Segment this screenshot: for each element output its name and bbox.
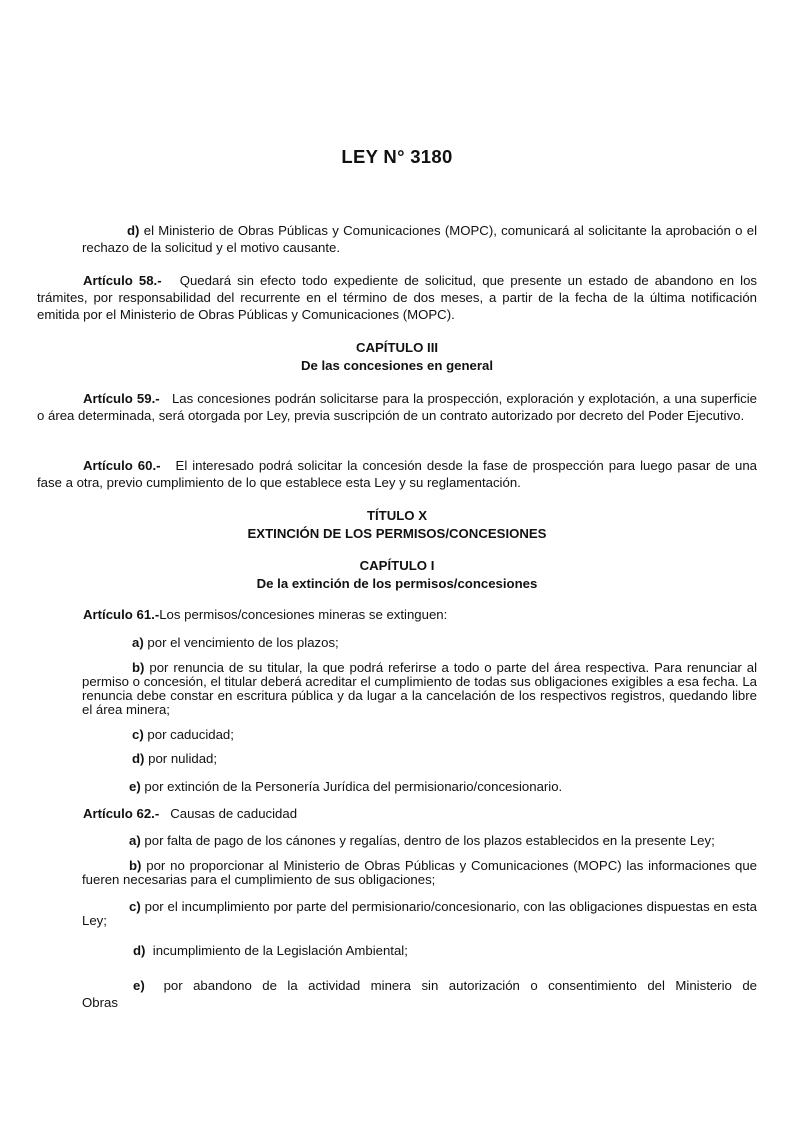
item-label: a) <box>132 635 144 650</box>
article-text: Quedará sin efecto todo expediente de solicitud, que presente un estado de abandono en los trámites, por responsabilidad del recurrente en el término de dos meses, a partir de la fecha de la última notificación emitida por el Ministerio de Obras Públicas y Comunicaciones (MOPC). <box>37 273 757 322</box>
list-item <box>133 942 757 959</box>
item-text: por abandono de la actividad minera sin autorización o consentimiento del Ministerio de Obras <box>82 978 757 1010</box>
list-item <box>132 726 757 743</box>
article-text: El interesado podrá solicitar la concesión desde la fase de prospección para luego pasar de una fase a otra, previo cumplimiento de lo que establece esta Ley y su reglamentación. <box>37 458 757 490</box>
list-item <box>129 832 757 849</box>
article-label: Artículo 62.- <box>83 806 160 821</box>
list-item <box>132 750 757 767</box>
article-label: Artículo 59.- <box>83 391 160 406</box>
article-62 <box>83 805 757 822</box>
list-item <box>82 900 757 928</box>
item-label: c) <box>129 899 141 914</box>
article-text: Los permisos/concesiones mineras se extinguen: <box>159 607 448 622</box>
chapter-heading <box>0 339 794 375</box>
chapter-number: CAPÍTULO I <box>359 558 435 573</box>
item-text: por falta de pago de los cánones y regalías, dentro de los plazos establecidos en la presente Ley; <box>140 833 715 848</box>
item-text: por el vencimiento de los plazos; <box>143 635 339 650</box>
article-61 <box>83 606 757 623</box>
item-text: por caducidad; <box>143 727 234 742</box>
item-label: b) <box>132 660 145 675</box>
article-text: Causas de caducidad <box>170 806 298 821</box>
item-label: b) <box>129 858 142 873</box>
chapter-heading <box>0 557 794 593</box>
paragraph-d-mopc <box>82 222 757 256</box>
list-item <box>129 778 757 795</box>
article-text: Las concesiones podrán solicitarse para la prospección, exploración y explotación, a una superficie o área determinada, será otorgada por Ley, previa suscripción de un contrato autorizado por decreto del Poder Ejecutivo. <box>37 391 758 423</box>
title-number: TÍTULO X <box>366 508 428 523</box>
title-heading <box>0 507 794 543</box>
item-text: incumplimiento de la Legislación Ambiental; <box>152 943 408 958</box>
item-label: d) <box>133 943 146 958</box>
list-item <box>82 977 757 1011</box>
item-text: por no proporcionar al Ministerio de Obras Públicas y Comunicaciones (MOPC) las informaciones que fueren necesarias para el cumplimiento de sus obligaciones; <box>82 858 757 887</box>
article-60 <box>37 457 757 491</box>
item-label: e) <box>133 978 145 993</box>
article-58 <box>37 272 757 323</box>
item-text: por nulidad; <box>144 751 218 766</box>
article-label: Artículo 61.- <box>83 607 160 622</box>
paragraph-text: el Ministerio de Obras Públicas y Comunicaciones (MOPC), comunicará al solicitante la aprobación o el rechazo de la solicitud y el motivo causante. <box>82 223 757 255</box>
list-item <box>82 859 757 887</box>
item-label: d) <box>127 223 140 238</box>
chapter-title: De las concesiones en general <box>300 358 494 373</box>
list-item <box>132 634 757 651</box>
item-label: c) <box>132 727 144 742</box>
item-text: por renuncia de su titular, la que podrá referirse a todo o parte del área respectiva. Para renunciar al permiso o concesión, el titular deberá acreditar el cumplimiento de todas sus obligaciones exigibles a esa fecha. La renuncia debe constar en escritura pública y da lugar a la cancelación de los respectivos registros, quedando libre el área minera; <box>82 660 757 717</box>
item-label: a) <box>129 833 141 848</box>
title-name: EXTINCIÓN DE LOS PERMISOS/CONCESIONES <box>247 526 547 541</box>
list-item <box>82 661 757 717</box>
item-label: e) <box>129 779 141 794</box>
item-label: d) <box>132 751 145 766</box>
chapter-number: CAPÍTULO III <box>355 340 439 355</box>
article-59 <box>37 390 757 424</box>
chapter-title: De la extinción de los permisos/concesiones <box>256 576 538 591</box>
item-text: por el incumplimiento por parte del permisionario/concesionario, con las obligaciones dispuestas en esta Ley; <box>82 899 757 928</box>
article-label: Artículo 60.- <box>83 458 161 473</box>
law-title: LEY N° 3180 <box>341 146 453 167</box>
article-label: Artículo 58.- <box>83 273 162 288</box>
item-text: por extinción de la Personería Jurídica del permisionario/concesionario. <box>140 779 563 794</box>
